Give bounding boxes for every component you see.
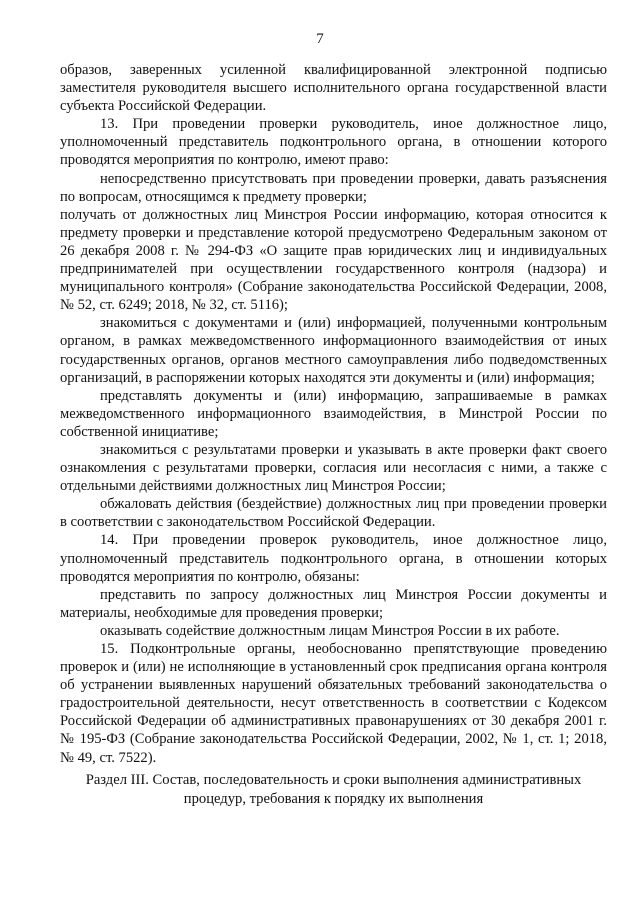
paragraph-right-review-documents: знакомиться с документами и (или) информацией, полученными контрольным органом, в рамках межведомственного информационного взаимодействия от иных государственных органов, органов местного самоуправления либо подведомственных организаций, в распоряжении которых находятся эти документы и (или) информация; [60,315,607,386]
paragraph-right-appeal: обжаловать действия (бездействие) должностных лиц при проведении проверки в соответствии с законодательством Российской Федерации. [60,496,607,531]
paragraph-right-review-results: знакомиться с результатами проверки и указывать в акте проверки факт своего ознакомления с результатами проверки, согласия или несогласия с ними, а также с отдельными действиями должностных лиц Минстроя России; [60,441,607,495]
paragraph-right-receive-info: получать от должностных лиц Минстроя России информацию, которая относится к предмету проверки и представление которой предусмотрено Федеральным законом от 26 декабря 2008 г. № 294-ФЗ «О защите прав юридических лиц и индивидуальных предпринимателей при осуществлении государственного контроля (надзора) и муниципального контроля» (Собрание законодательства Российской Федерации, 2008, № 52, ст. 6249; 2018, № 32, ст. 5116); [60,206,607,314]
paragraph-clause-14: 14. При проведении проверок руководитель, иное должностное лицо, уполномоченный представитель подконтрольного органа, в отношении которых проводятся мероприятия по контролю, обязаны: [60,532,607,585]
paragraph-right-attend: непосредственно присутствовать при проведении проверки, давать разъяснения по вопросам, относящимся к предмету проверки; [60,170,607,205]
paragraph-duty-assist: оказывать содействие должностным лицам Минстроя России в их работе. [100,622,560,639]
section-heading-line-2: процедур, требования к порядку их выполнения [183,791,484,807]
section-heading-line-1: Раздел III. Состав, последовательность и сроки выполнения административных [85,772,582,788]
section-heading [60,771,607,809]
paragraph-clause-13: 13. При проведении проверки руководитель, иное должностное лицо, уполномоченный представитель подконтрольного органа, в отношении которого проводятся мероприятия по контролю, имеют право: [60,116,607,169]
paragraph-clause-15: 15. Подконтрольные органы, необоснованно препятствующие проведению проверок и (или) не исполняющие в установленный срок предписания органа контроля об устранении выявленных нарушений обязательных требований законодательства о градостроительной деятельности, несут ответственность в соответствии с Кодексом Российской Федерации об административных правонарушениях от 30 декабря 2001 г. № 195-ФЗ (Собрание законодательства Российской Федерации, 2002, № 1, ст. 1; 2018, № 49, ст. 7522). [60,641,607,766]
paragraph-continuation: образов, заверенных усиленной квалифицированной электронной подписью заместителя руководителя высшего исполнительного органа государственной власти субъекта Российской Федерации. [60,62,607,115]
paragraph-duty-provide: представить по запросу должностных лиц Минстроя России документы и материалы, необходимые для проведения проверки; [60,586,607,621]
document-body [60,61,607,767]
paragraph-right-submit-documents: представлять документы и (или) информацию, запрашиваемые в рамках межведомственного информационного взаимодействия, в Минстрой России по собственной инициативе; [60,387,607,440]
page-number: 7 [316,31,324,47]
